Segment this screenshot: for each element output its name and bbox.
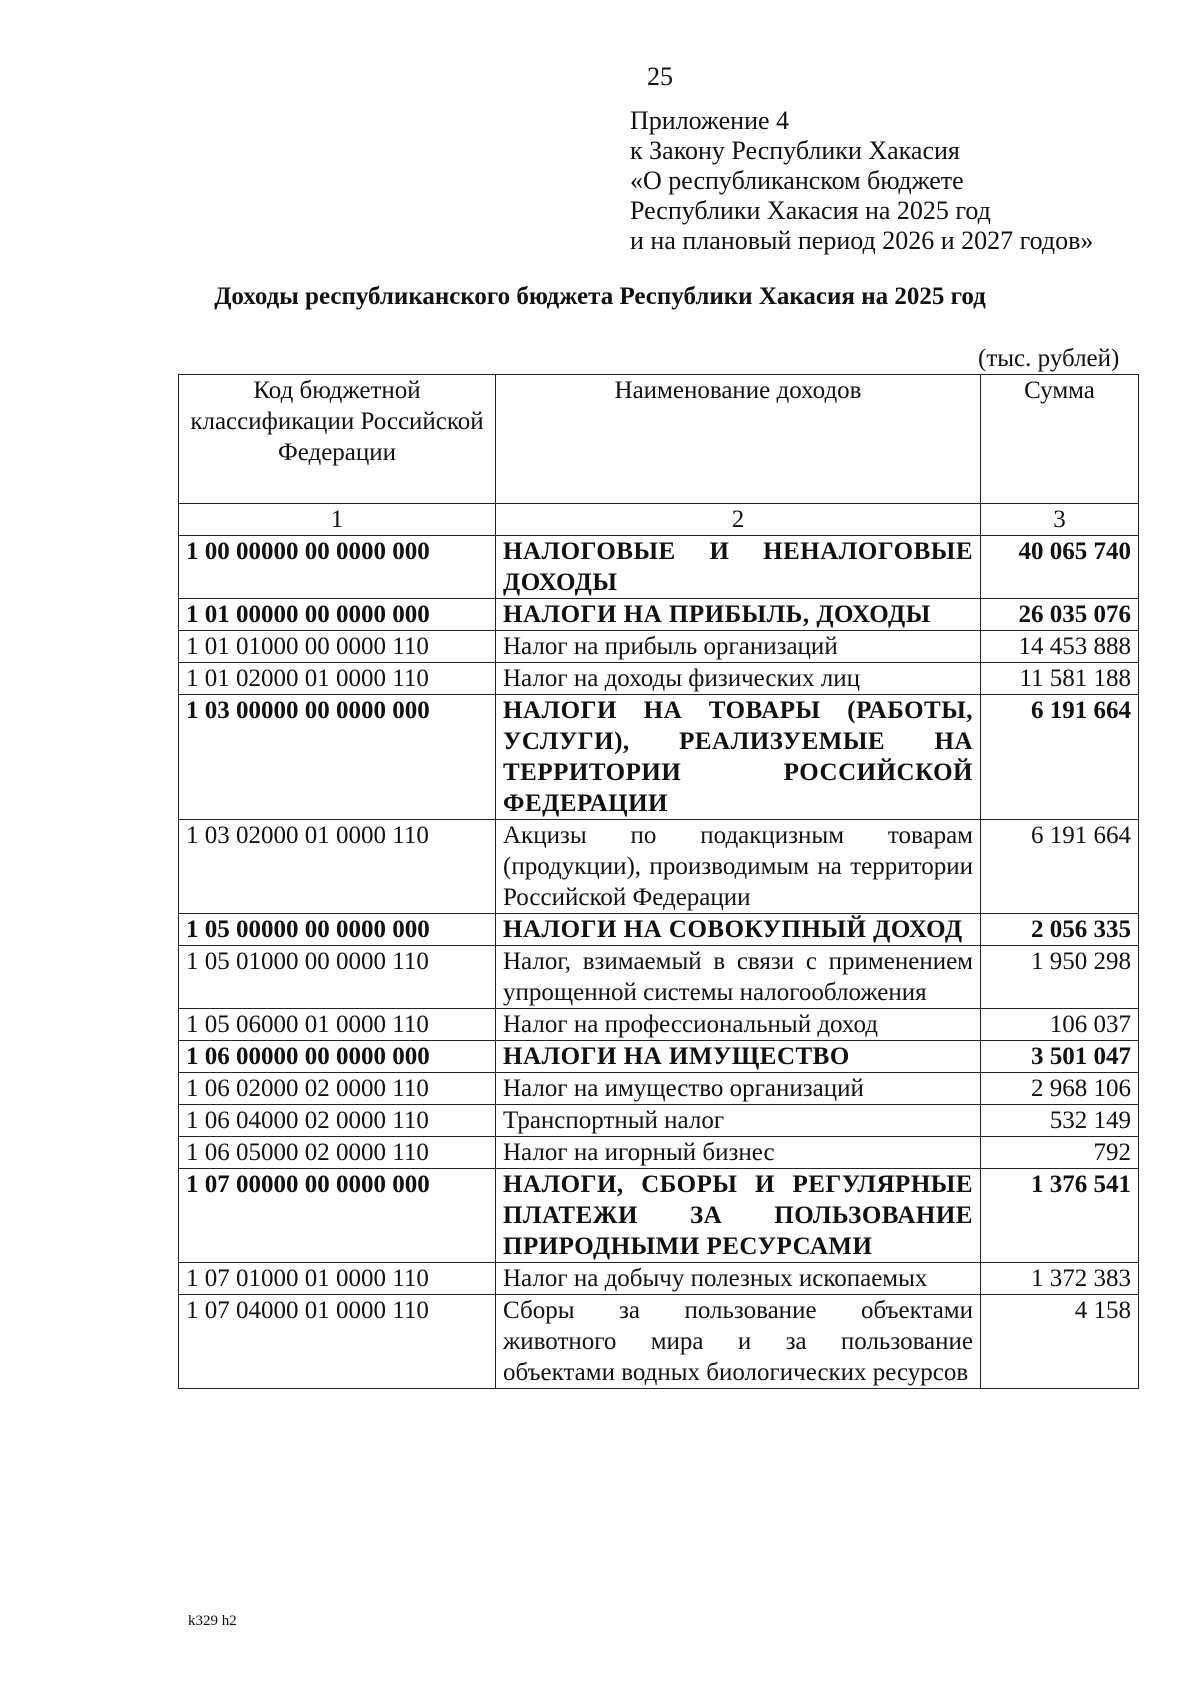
name-cell: Налог, взимаемый в связи с применением упрощенной системы налогообложения — [496, 946, 981, 1009]
sum-cell: 106 037 — [981, 1009, 1139, 1041]
code-cell: 1 03 00000 00 0000 000 — [179, 695, 496, 820]
sum-cell: 11 581 188 — [981, 663, 1139, 695]
table-row — [179, 820, 1139, 914]
sum-cell: 26 035 076 — [981, 599, 1139, 631]
code-cell: 1 01 02000 01 0000 110 — [179, 663, 496, 695]
appendix-line: «О республиканском бюджете — [630, 166, 964, 195]
sum-cell: 4 158 — [981, 1295, 1139, 1389]
code-cell: 1 07 04000 01 0000 110 — [179, 1295, 496, 1389]
name-cell: Налог на добычу полезных ископаемых — [496, 1263, 981, 1295]
sum-cell: 532 149 — [981, 1105, 1139, 1137]
footer-mark: k329 h2 — [188, 1613, 237, 1629]
code-cell: 1 05 00000 00 0000 000 — [179, 914, 496, 946]
header-code: Код бюджетной классификации Российской Федерации — [179, 375, 496, 504]
table-row — [179, 631, 1139, 663]
units-label: (тыс. рублей) — [978, 345, 1120, 372]
sum-cell: 3 501 047 — [981, 1041, 1139, 1073]
code-cell: 1 05 06000 01 0000 110 — [179, 1009, 496, 1041]
table-body — [179, 536, 1139, 1389]
name-cell: Сборы за пользование объектами животного мира и за пользование объектами водных биологических ресурсов — [496, 1295, 981, 1389]
column-number: 1 — [179, 504, 496, 536]
name-cell: НАЛОГИ НА ИМУЩЕСТВО — [496, 1041, 981, 1073]
name-cell: НАЛОГИ, СБОРЫ И РЕГУЛЯРНЫЕ ПЛАТЕЖИ ЗА ПОЛЬЗОВАНИЕ ПРИРОДНЫМИ РЕСУРСАМИ — [496, 1169, 981, 1263]
column-number: 3 — [981, 504, 1139, 536]
document-title: Доходы республиканского бюджета Республики Хакасия на 2025 год — [214, 283, 986, 310]
column-number-row — [179, 504, 1139, 536]
table-row — [179, 1105, 1139, 1137]
sum-cell: 6 191 664 — [981, 820, 1139, 914]
table-row — [179, 663, 1139, 695]
sum-cell: 14 453 888 — [981, 631, 1139, 663]
name-cell: Налог на игорный бизнес — [496, 1137, 981, 1169]
sum-cell: 2 968 106 — [981, 1073, 1139, 1105]
table-row — [179, 1009, 1139, 1041]
income-table — [178, 374, 1139, 1389]
code-cell: 1 06 05000 02 0000 110 — [179, 1137, 496, 1169]
page-number: 25 — [647, 62, 673, 91]
header-sum: Сумма — [981, 375, 1139, 504]
sum-cell: 792 — [981, 1137, 1139, 1169]
name-cell: НАЛОГОВЫЕ И НЕНАЛОГОВЫЕ ДОХОДЫ — [496, 536, 981, 599]
table-row — [179, 914, 1139, 946]
name-cell: Налог на доходы физических лиц — [496, 663, 981, 695]
table-row — [179, 536, 1139, 599]
column-number: 2 — [496, 504, 981, 536]
table-row — [179, 599, 1139, 631]
sum-cell: 1 372 383 — [981, 1263, 1139, 1295]
table-row — [179, 1295, 1139, 1389]
name-cell: Транспортный налог — [496, 1105, 981, 1137]
sum-cell: 1 376 541 — [981, 1169, 1139, 1263]
code-cell: 1 03 02000 01 0000 110 — [179, 820, 496, 914]
name-cell: Налог на имущество организаций — [496, 1073, 981, 1105]
table-row — [179, 1073, 1139, 1105]
sum-cell: 2 056 335 — [981, 914, 1139, 946]
table-row — [179, 1041, 1139, 1073]
name-cell: Налог на профессиональный доход — [496, 1009, 981, 1041]
name-cell: НАЛОГИ НА СОВОКУПНЫЙ ДОХОД — [496, 914, 981, 946]
code-cell: 1 01 01000 00 0000 110 — [179, 631, 496, 663]
code-cell: 1 05 01000 00 0000 110 — [179, 946, 496, 1009]
appendix-line: Республики Хакасия на 2025 год — [630, 196, 991, 225]
sum-cell: 6 191 664 — [981, 695, 1139, 820]
table-row — [179, 1263, 1139, 1295]
code-cell: 1 06 04000 02 0000 110 — [179, 1105, 496, 1137]
table-row — [179, 1169, 1139, 1263]
name-cell: Налог на прибыль организаций — [496, 631, 981, 663]
sum-cell: 1 950 298 — [981, 946, 1139, 1009]
appendix-line: Приложение 4 — [630, 106, 790, 135]
name-cell: НАЛОГИ НА ПРИБЫЛЬ, ДОХОДЫ — [496, 599, 981, 631]
sum-cell: 40 065 740 — [981, 536, 1139, 599]
name-cell: Акцизы по подакцизным товарам (продукции), производимым на территории Российской Федерации — [496, 820, 981, 914]
appendix-heading — [630, 106, 1093, 256]
appendix-line: и на плановый период 2026 и 2027 годов» — [630, 226, 1094, 255]
code-cell: 1 06 00000 00 0000 000 — [179, 1041, 496, 1073]
table-row — [179, 946, 1139, 1009]
table-row — [179, 695, 1139, 820]
table-row — [179, 1137, 1139, 1169]
name-cell: НАЛОГИ НА ТОВАРЫ (РАБОТЫ, УСЛУГИ), РЕАЛИЗУЕМЫЕ НА ТЕРРИТОРИИ РОССИЙСКОЙ ФЕДЕРАЦИИ — [496, 695, 981, 820]
code-cell: 1 00 00000 00 0000 000 — [179, 536, 496, 599]
table-header-row — [179, 375, 1139, 504]
code-cell: 1 01 00000 00 0000 000 — [179, 599, 496, 631]
header-name: Наименование доходов — [496, 375, 981, 504]
code-cell: 1 07 00000 00 0000 000 — [179, 1169, 496, 1263]
code-cell: 1 07 01000 01 0000 110 — [179, 1263, 496, 1295]
appendix-line: к Закону Республики Хакасия — [630, 136, 960, 165]
code-cell: 1 06 02000 02 0000 110 — [179, 1073, 496, 1105]
